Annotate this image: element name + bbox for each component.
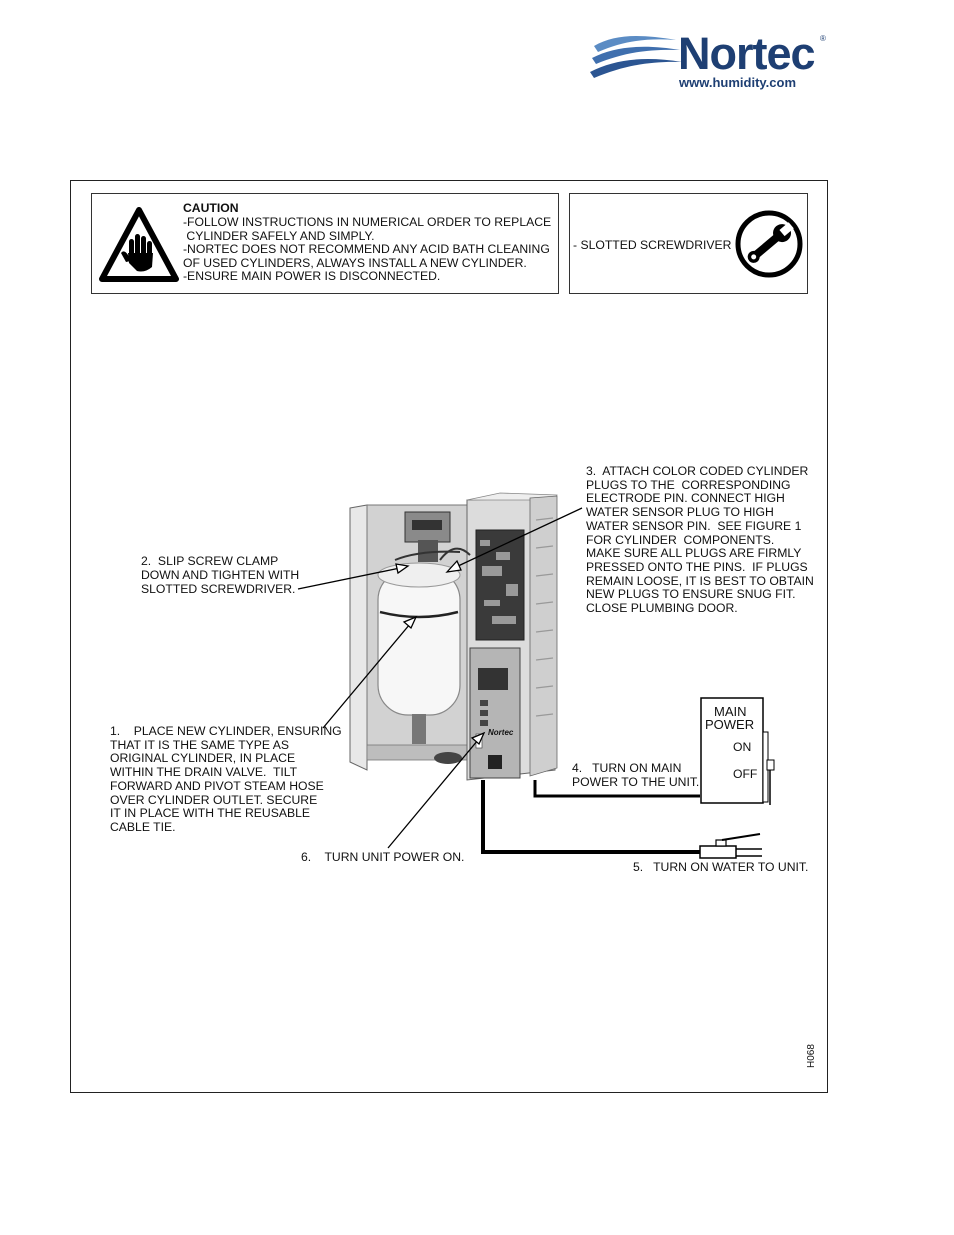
water-valve-icon xyxy=(700,834,762,858)
step-3-line: NEW PLUGS TO ENSURE SNUG FIT. xyxy=(586,587,796,602)
step-3-line: REMAIN LOOSE, IT IS BEST TO OBTAIN xyxy=(586,573,814,588)
step-3-line: PRESSED ONTO THE PINS. IF PLUGS xyxy=(586,559,808,574)
step-4-line: 4. TURN ON MAIN xyxy=(572,761,682,775)
step-1-line: WITHIN THE DRAIN VALVE. TILT xyxy=(110,765,298,780)
step-5-text: 5. TURN ON WATER TO UNIT. xyxy=(633,860,809,874)
step-2-line: SLOTTED SCREWDRIVER. xyxy=(141,582,296,596)
registered-mark: ® xyxy=(820,34,826,43)
step-1-line: OVER CYLINDER OUTLET. SECURE xyxy=(110,792,318,807)
step-1-line: CABLE TIE. xyxy=(110,819,176,834)
main-power-title-2: POWER xyxy=(705,717,755,732)
step-3-line: 3. ATTACH COLOR CODED CYLINDER xyxy=(586,464,809,478)
step-3-line: FOR CYLINDER COMPONENTS. xyxy=(586,532,775,547)
caution-line-1: -FOLLOW INSTRUCTIONS IN NUMERICAL ORDER TO REPLACE xyxy=(183,215,552,229)
step-2-line: DOWN AND TIGHTEN WITH xyxy=(141,568,300,582)
step-1-line: THAT IT IS THE SAME TYPE AS xyxy=(110,737,290,752)
tools-label: - SLOTTED SCREWDRIVER xyxy=(573,238,732,252)
caution-line-3: -NORTEC DOES NOT RECOMMEND ANY ACID BATH CLEANING xyxy=(183,242,550,256)
step-3-line: CLOSE PLUMBING DOOR. xyxy=(586,601,738,615)
power-on-label: ON xyxy=(733,740,752,754)
caution-line-2: CYLINDER SAFELY AND SIMPLY. xyxy=(183,228,375,243)
brand-name: Nortec xyxy=(678,28,815,79)
open-door-panel xyxy=(350,505,367,770)
step-2-line: 2. SLIP SCREW CLAMP xyxy=(141,554,279,568)
step-6-text: 6. TURN UNIT POWER ON. xyxy=(301,850,465,864)
step-3-line: ELECTRODE PIN. CONNECT HIGH xyxy=(586,491,785,506)
unit-badge-text: Nortec xyxy=(488,728,514,737)
step-3-line: PLUGS TO THE CORRESPONDING xyxy=(586,477,791,492)
step-3-line: WATER SENSOR PIN. SEE FIGURE 1 xyxy=(586,518,802,533)
unit-badge xyxy=(480,728,513,737)
step-1-line: 1. PLACE NEW CYLINDER, ENSURING xyxy=(110,724,342,738)
caution-title: CAUTION xyxy=(183,201,239,215)
step-1-line: ORIGINAL CYLINDER, IN PLACE xyxy=(110,751,296,766)
step-1-line: FORWARD AND PIVOT STEAM HOSE xyxy=(110,778,324,793)
step-3-line: MAKE SURE ALL PLUGS ARE FIRMLY xyxy=(586,546,802,561)
website-text: www.humidity.com xyxy=(679,75,797,90)
power-off-label: OFF xyxy=(733,767,758,781)
step-4-line: POWER TO THE UNIT. xyxy=(572,775,700,789)
main-power-title: MAIN xyxy=(714,704,747,719)
figure-code: H068 xyxy=(806,1044,817,1068)
step-1-line: IT IN PLACE WITH THE REUSABLE xyxy=(110,806,311,821)
step-3-line: WATER SENSOR PLUG TO HIGH xyxy=(586,505,774,520)
caution-line-4: OF USED CYLINDERS, ALWAYS INSTALL A NEW CYLINDER. xyxy=(183,255,527,270)
caution-line-5: -ENSURE MAIN POWER IS DISCONNECTED. xyxy=(183,269,441,283)
